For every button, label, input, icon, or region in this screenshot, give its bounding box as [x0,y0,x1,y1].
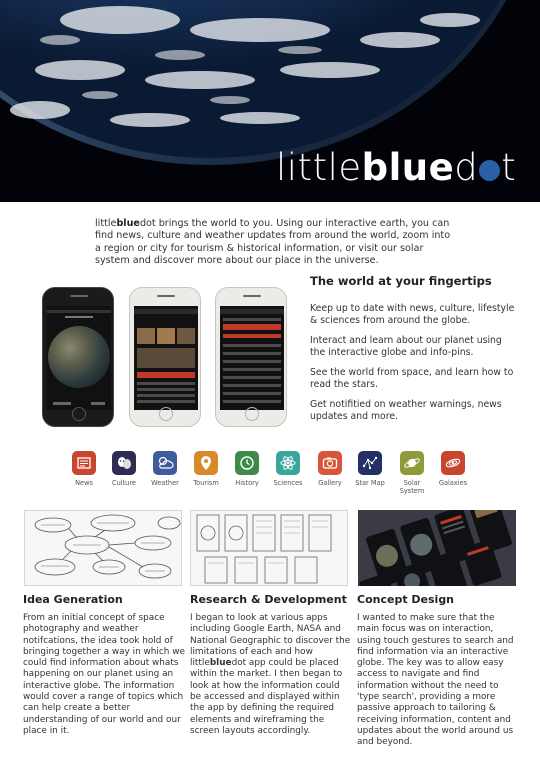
research-development-text [190,613,352,737]
hero-banner [0,0,540,202]
galaxies-icon [441,451,465,475]
gallery-icon [318,451,342,475]
intro-brand-bold: blue [116,218,140,229]
solar-system-icon [400,451,424,475]
home-button-icon [72,407,86,421]
fingertips-paragraph-3: See the world from space, and learn how to read the stars. [310,367,514,391]
history-icon [235,451,259,475]
research-text-after: app could be placed within the market. I then began to look at how the information could be accessed and displayed within the app by defining the required elements and wireframing the screen layouts accordingly. [190,658,343,736]
fingertips-paragraph-4: Get notifitied on weather warnings, news updates and more. [310,399,502,423]
icon-label-galaxies: Galaxies [438,479,468,487]
research-text-before: I began to look at various apps including Google Earth, NASA and National Geographic to discover the limitations of each and how [190,613,351,657]
idea-generation-heading: Idea Generation [23,593,123,606]
blue-dot-icon [479,160,500,181]
research-brand-light-1: little [190,658,210,669]
globe-image [48,326,110,388]
wireframe-sketch-image [190,510,348,586]
logo-part3: d [454,146,479,189]
research-brand-bold: blue [209,658,232,669]
logo-part4: t [501,146,517,189]
home-button-icon [159,407,173,421]
icon-label-star-map: Star Map [355,479,385,487]
phone-screen-globe [47,306,111,410]
mind-map-sketch-image [24,510,182,586]
fingertips-paragraph-2: Interact and learn about our planet using the interactive globe and info-pins. [310,335,502,359]
tourism-icon [194,451,218,475]
home-button-icon [245,407,259,421]
icon-label-sciences: Sciences [273,479,303,487]
icon-label-gallery: Gallery [318,479,342,487]
icon-label-weather: Weather [151,479,179,487]
intro-brand-light-1: little [95,218,117,229]
sciences-icon [276,451,300,475]
phone-screen-settings [220,306,284,410]
icon-label-culture: Culture [111,479,136,487]
logo-part2: blue [361,146,455,189]
concept-design-text: I wanted to make sure that the main focus was on interaction, using touch gestures to search and find information via an interactive globe. The key was to allow easy access to navigate and find information without the need to 'type search', providing a more passive approach to tailoring & receiving information, content and updates about the world around us and beyond. [357,613,514,748]
research-development-heading: Research & Development [190,593,347,606]
news-icon [72,451,96,475]
phone-mockup-globe [42,287,114,427]
concept-design-heading: Concept Design [357,593,455,606]
icon-label-tourism: Tourism [193,479,219,487]
research-brand-light-2: dot [231,658,247,669]
icon-label-history: History [235,479,259,487]
intro-paragraph [95,218,455,268]
culture-icon [112,451,136,475]
phone-mockup-news [129,287,201,427]
icon-label-news: News [75,479,93,487]
fingertips-paragraph-1: Keep up to date with news, culture, lifestyle & sciences from around the globe. [310,303,515,327]
star-map-icon [358,451,382,475]
phone-mockup-settings [215,287,287,427]
concept-screens-image [358,510,516,586]
phone-screen-news [134,306,198,410]
littlebluedot-logo [276,146,516,189]
intro-text: brings the world to you. Using our interactive earth, you can find news, culture and weather updates from around the world, zoom into a region or city for tourism & historical information, or visit our solar system and discover more about our place in the universe. [95,218,451,267]
idea-generation-text: From an initial concept of space photography and weather notifcations, the idea took hold of bringing together a way in which we could find information about whats happening on our planet using an interactive globe. The information would cover a range of topics which can help create a better understanding of our world and our place in it. [23,613,185,736]
logo-part1: little [276,146,362,189]
fingertips-heading: The world at your fingertips [310,274,492,288]
icon-label-solar-system: Solar System [399,479,425,495]
intro-brand-light-2: dot [139,218,156,229]
weather-icon [153,451,177,475]
